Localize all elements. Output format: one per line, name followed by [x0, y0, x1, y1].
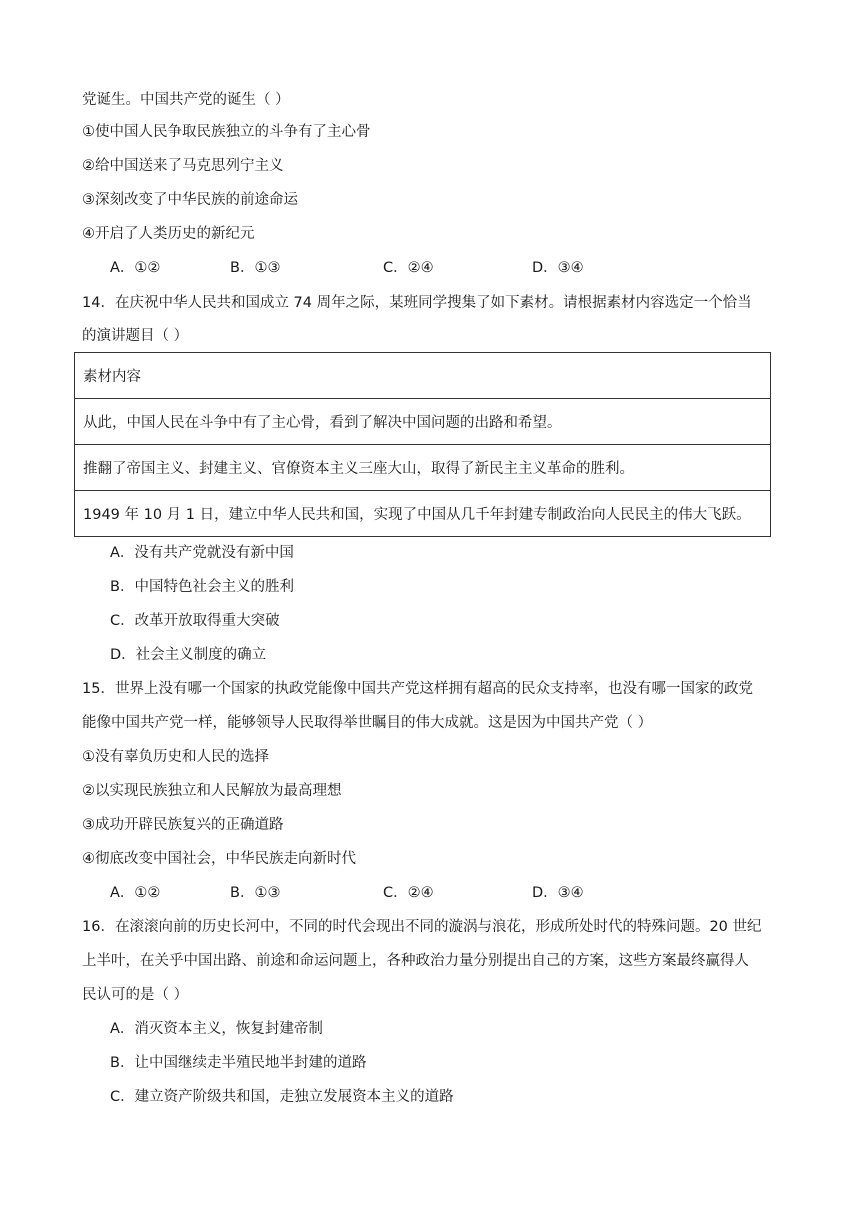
q15-option-d[interactable]: D．③④	[532, 885, 584, 901]
q13-option-b[interactable]: B．①③	[230, 260, 281, 276]
table-cell: 1949 年 10 月 1 日，建立中华人民共和国，实现了中国从几千年封建专制政治向人民民主的伟大飞跃。	[75, 491, 771, 537]
q13-options	[110, 258, 670, 278]
q13-option-d[interactable]: D．③④	[532, 260, 584, 276]
q14-option-c[interactable]: C．改革开放取得重大突破	[110, 613, 280, 629]
q15-options	[110, 883, 670, 903]
q14-stem-line1: 14．在庆祝中华人民共和国成立 74 周年之际，某班同学搜集了如下素材。请根据素材内容选定一个恰当	[82, 295, 752, 311]
q13-item-3: ③深刻改变了中华民族的前途命运	[82, 192, 298, 208]
q16-option-a[interactable]: A．消灭资本主义，恢复封建帝制	[110, 1021, 323, 1037]
q13-item-2: ②给中国送来了马克思列宁主义	[82, 158, 284, 174]
table-row	[75, 399, 771, 445]
q13-option-a[interactable]: A．①②	[110, 260, 161, 276]
table-row	[75, 353, 771, 399]
q14-option-b[interactable]: B．中国特色社会主义的胜利	[110, 579, 294, 595]
q15-item-3: ③成功开辟民族复兴的正确道路	[82, 817, 284, 833]
table-row	[75, 491, 771, 537]
q15-stem-line1: 15．世界上没有哪一个国家的执政党能像中国共产党这样拥有超高的民众支持率，也没有哪一国家的政党	[82, 681, 753, 697]
table-cell: 从此，中国人民在斗争中有了主心骨，看到了解决中国问题的出路和希望。	[75, 399, 771, 445]
q13-item-4: ④开启了人类历史的新纪元	[82, 226, 255, 242]
material-table	[74, 352, 771, 537]
q15-item-2: ②以实现民族独立和人民解放为最高理想	[82, 783, 342, 799]
q14-option-d[interactable]: D．社会主义制度的确立	[110, 647, 267, 663]
q15-item-1: ①没有辜负历史和人民的选择	[82, 749, 269, 765]
q14-option-a[interactable]: A．没有共产党就没有新中国	[110, 545, 294, 561]
q16-option-b[interactable]: B．让中国继续走半殖民地半封建的道路	[110, 1055, 367, 1071]
q13-option-c[interactable]: C．②④	[383, 260, 434, 276]
q16-stem-line3: 民认可的是（ ）	[82, 987, 189, 1003]
q14-stem-line2: 的演讲题目（ ）	[82, 328, 189, 344]
q16-option-c[interactable]: C．建立资产阶级共和国，走独立发展资本主义的道路	[110, 1089, 454, 1105]
table-header-cell: 素材内容	[75, 353, 771, 399]
q13-item-1: ①使中国人民争取民族独立的斗争有了主心骨	[82, 124, 371, 140]
q15-option-c[interactable]: C．②④	[383, 885, 434, 901]
q16-stem-line1: 16．在滚滚向前的历史长河中，不同的时代会现出不同的漩涡与浪花，形成所处时代的特殊问题。20 世纪	[82, 919, 762, 935]
table-cell: 推翻了帝国主义、封建主义、官僚资本主义三座大山，取得了新民主主义革命的胜利。	[75, 445, 771, 491]
q15-option-b[interactable]: B．①③	[230, 885, 281, 901]
q15-item-4: ④彻底改变中国社会，中华民族走向新时代	[82, 851, 356, 867]
q15-option-a[interactable]: A．①②	[110, 885, 161, 901]
table-row	[75, 445, 771, 491]
q15-stem-line2: 能像中国共产党一样，能够领导人民取得举世瞩目的伟大成就。这是因为中国共产党（ ）	[82, 715, 653, 731]
q16-stem-line2: 上半叶，在关乎中国出路、前途和命运问题上，各种政治力量分别提出自己的方案，这些方案最终赢得人	[82, 953, 749, 969]
q13-stem: 党诞生。中国共产党的诞生（ ）	[82, 92, 290, 108]
